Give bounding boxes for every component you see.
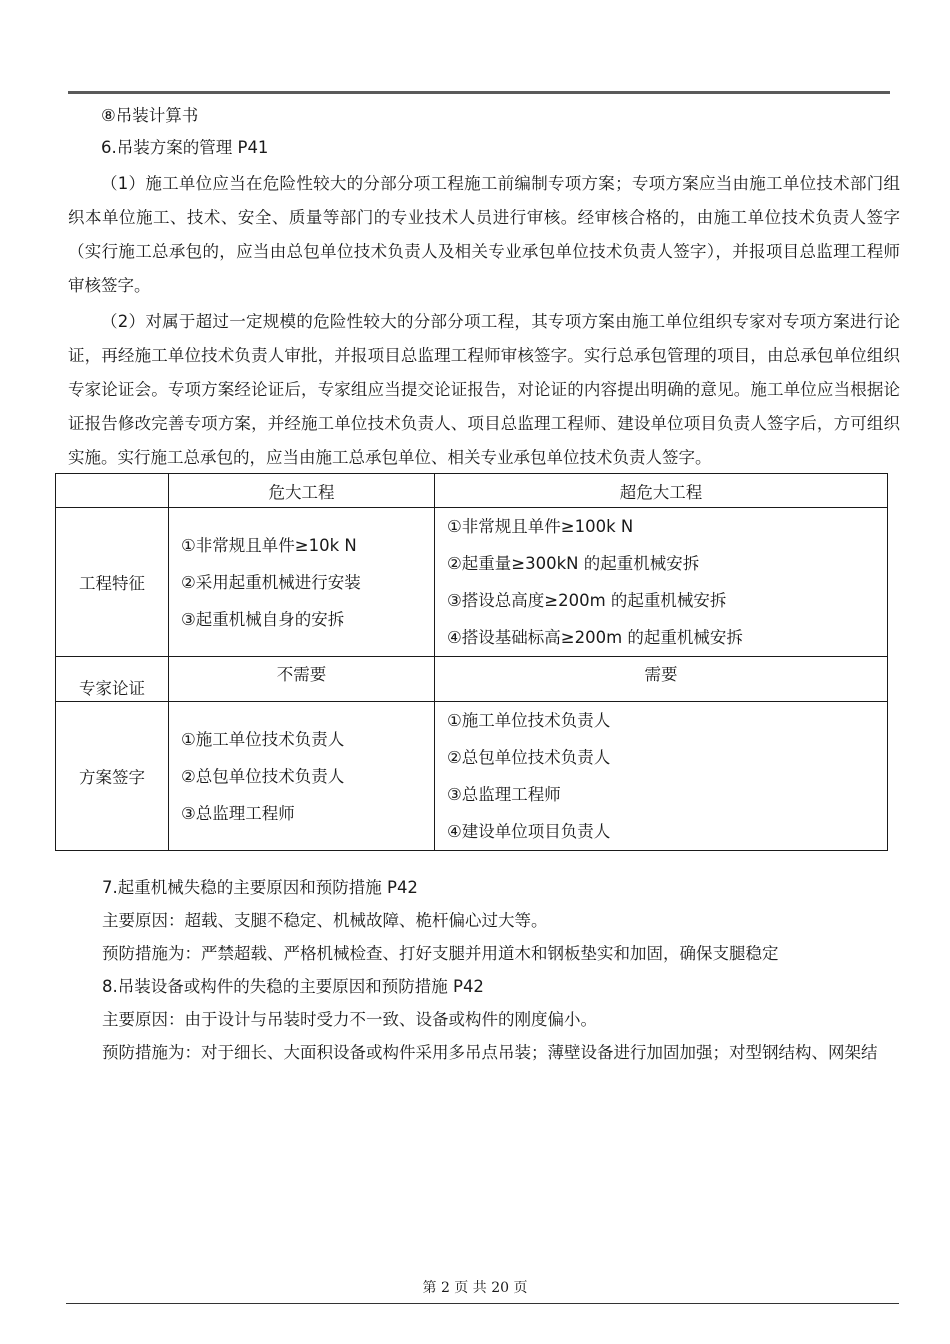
comparison-table: [55, 473, 888, 851]
list-item: ②采用起重机械进行安装: [181, 572, 361, 592]
footer-rule: [66, 1303, 899, 1304]
cause-text-8: 主要原因：由于设计与吊装时受力不一致、设备或构件的刚度偏小。: [102, 1010, 597, 1029]
list-item: ③总监理工程师: [447, 785, 561, 804]
list-item: ①施工单位技术负责人: [447, 711, 611, 730]
paragraph-1: （1）施工单位应当在危险性较大的分部分项工程施工前编制专项方案；专项方案应当由施工单位技术部门组织本单位施工、技术、安全、质量等部门的专业技术人员进行审核。经审核合格的，由施工单位技术负责人签字（实行施工总承包的，应当由总包单位技术负责人及相关专业承包单位技术负责人签字），并报项目总监理工程师审核签字。: [68, 174, 900, 295]
table-header-cell: 超危大工程: [435, 474, 888, 508]
table-row: [56, 702, 888, 851]
page-number: 第 2 页 共 20 页: [422, 1280, 528, 1296]
list-item: ①非常规且单件≥10k N: [181, 535, 357, 555]
list-item: ①非常规且单件≥100k N: [447, 517, 634, 536]
row-label: 方案签字: [56, 702, 169, 851]
table-header-cell: [56, 474, 169, 508]
paragraph-2: （2）对属于超过一定规模的危险性较大的分部分项工程，其专项方案由施工单位组织专家对专项方案进行论证，再经施工单位技术负责人审批，并报项目总监理工程师审核签字。实行总承包管理的项目，由总承包单位组织专家论证会。专项方案经论证后，专家组应当提交论证报告，对论证的内容提出明确的意见。施工单位应当根据论证报告修改完善专项方案，并经施工单位技术负责人、项目总监理工程师、建设单位项目负责人签字后，方可组织实施。实行施工总承包的，应当由施工总承包单位、相关专业承包单位技术负责人签字。: [68, 312, 900, 467]
section-heading-8: 8.吊装设备或构件的失稳的主要原因和预防措施 P42: [102, 977, 484, 996]
section-heading-7: 7.起重机械失稳的主要原因和预防措施 P42: [102, 878, 418, 897]
list-item: ③起重机械自身的安拆: [181, 609, 345, 629]
table-cell: [435, 702, 888, 851]
table-cell: [435, 508, 888, 657]
prevention-text-7: 预防措施为：严禁超载、严格机械检查、打好支腿并用道木和钢板垫实和加固，确保支腿稳定: [102, 944, 779, 963]
list-item: ②起重量≥300kN 的起重机械安拆: [447, 554, 700, 573]
list-item: ①施工单位技术负责人: [181, 729, 345, 749]
header-rule: [68, 91, 890, 94]
cause-text-7: 主要原因：超载、支腿不稳定、机械故障、桅杆偏心过大等。: [102, 911, 548, 930]
list-item: ②总包单位技术负责人: [447, 748, 611, 767]
intro-section: [68, 103, 900, 475]
list-item: ④建设单位项目负责人: [447, 822, 611, 841]
list-item: ③总监理工程师: [181, 803, 295, 823]
row-label: 工程特征: [56, 508, 169, 657]
list-item: ④搭设基础标高≥200m 的起重机械安拆: [447, 628, 743, 647]
table-header-cell: 危大工程: [169, 474, 435, 508]
table-cell: 需要: [435, 657, 888, 702]
table-cell: [169, 702, 435, 851]
list-item: ②总包单位技术负责人: [181, 766, 345, 786]
table-row: [56, 508, 888, 657]
table-row: [56, 657, 888, 702]
row-label: 专家论证: [56, 657, 169, 702]
list-item-8: ⑧吊装计算书: [101, 106, 199, 125]
list-item: ③搭设总高度≥200m 的起重机械安拆: [447, 591, 727, 610]
table-cell: [169, 508, 435, 657]
table-header-row: [56, 474, 888, 508]
after-table-section: [102, 875, 902, 1073]
table-cell: 不需要: [169, 657, 435, 702]
section-heading-6: 6.吊装方案的管理 P41: [101, 138, 269, 157]
prevention-text-8: 预防措施为：对于细长、大面积设备或构件采用多吊点吊装；薄壁设备进行加固加强；对型钢结构、网架结: [102, 1043, 878, 1062]
